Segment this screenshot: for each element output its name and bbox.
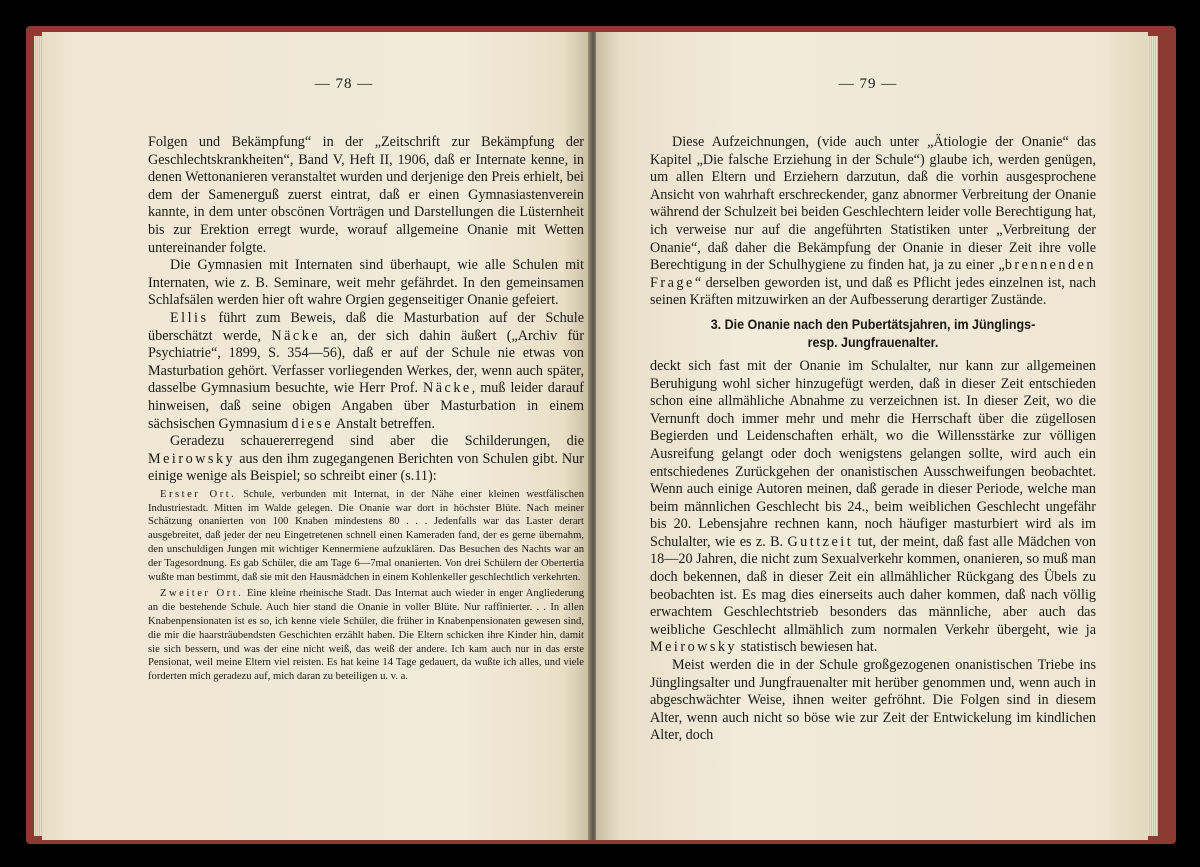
quotation-block xyxy=(148,488,584,684)
emphasis: diese xyxy=(291,415,334,432)
paragraph: Folgen und Bekämpfung“ in der „Zeitschrift zur Bekämpfung der Geschlechtskrankheiten“, Band V, Heft II, 1906, daß er Internate kenne, in denen Wettonanieren veranstaltet wurden und derjenige den Preis erhielt, bei dem der Samenerguß zuerst eintrat, daß er einen Gymnasiastenverein kannte, in dem unter obscönen Vorträgen und Darstellungen die Lüsternheit bis zur Erektion erregt wurde, worauf allgemeine Onanie mit Wetten untereinander folgte. xyxy=(148,134,584,256)
quotation xyxy=(148,587,584,684)
left-page xyxy=(42,32,590,840)
left-page-text xyxy=(148,134,584,684)
text-run: “ derselben geworden ist, und daß es Pflicht jedes einzelnen ist, nach seinen Kräften mitzuwirken an der Aufbesserung derartiger Zustände. xyxy=(650,274,1096,309)
section-heading xyxy=(668,316,1078,352)
right-page xyxy=(596,32,1148,840)
text-run: deckt sich fast mit der Onanie im Schulalter, nur kann zur allgemeinen Beruhigung wohl sicher hinzugefügt werden, daß in dieser Zeit entschieden schon eine allmähliche Abnahme zu verzeichnen ist. In dieser Zeit, wo die Vernunft doch immer mehr und mehr die Herrschaft über die zügellosen Begierden und Leidenschaften erhält, wo die Willensstärke zur völligen Ausreifung gelangt oder doch wenigstens gelangen sollte, wird auch ein entschiedenes Zurückgehen der onanistischen Ausschweifungen beobachtet. Wenn auch einige Autoren meinen, daß gerade in dieser Periode, welche man beim männlichen Geschlecht bis 24., beim weiblichen Geschlecht ungefähr bis 20. Lebensjahre rechnen kann, noch häufiger masturbiert wird als im Schulalter, wie es z. B. xyxy=(650,357,1096,550)
author-name: Guttzeit xyxy=(787,533,854,550)
text-run: Eine kleine rheinische Stadt. Das Internat auch wieder in enger Angliederung an die bestehende Schule. Auch hier stand die Onanie in voller Blüte. Nur raffinierter. . . In allen Knabenpensionaten ist es so, ich kenne viele Schüler, die früher in Knabenpensionaten gewesen sind, die mir die haarsträubendsten Geschichten erzählt haben. Die Eltern schicken ihre Kinder hin, damit sie sich bessern, und was der eine nicht weiß, das weiß der andere. Ich kam auch nur in das erste Pensionat, weil meine Eltern viel reisten. Es hat keine 14 Tage gedauert, da wußte ich alles, und viele forderten mich geradezu auf, mich daran zu beteiligen u. v. a. xyxy=(148,588,584,683)
author-name: Meirowsky xyxy=(650,639,738,656)
page-number-left: — 78 — xyxy=(314,76,374,92)
page-number-right: — 79 — xyxy=(838,76,898,92)
section-heading-line: 3. Die Onanie nach den Pubertätsjahren, im Jünglings- xyxy=(710,316,1036,332)
author-name: Näcke xyxy=(423,380,472,397)
right-page-text xyxy=(650,134,1096,745)
section-heading-line: resp. Jungfrauenalter. xyxy=(807,334,939,350)
author-name: Meirowsky xyxy=(148,450,236,467)
paragraph xyxy=(650,134,1096,310)
quotation-label: Erster Ort. xyxy=(160,488,237,500)
text-run: tut, der meint, daß fast alle Mädchen von 18—20 Jahren, die nicht zum Sexualverkehr kommen, onanieren, so muß man doch bekennen, daß in dieser Zeit ein allmählicher Rückgang des Übels zu beobachten ist. Es mag dies einerseits auch daher kommen, daß nach völlig erwachtem Geschlechtstrieb besonders das männliche, aber auch das weibliche Geschlecht allmählich zum normalen Verkehr übergeht, wie ja xyxy=(650,533,1096,638)
emphasis: brennenden Frage xyxy=(650,257,1096,291)
text-run: statistisch bewiesen hat. xyxy=(737,639,878,656)
text-run: führt zum Beweis, daß die Masturbation auf der Schule überschätzt werde, xyxy=(148,309,584,344)
text-run: aus den ihm zugegangenen Berichten von Schulen gibt. Nur einige wenige als Beispiel; so schreibt einer (s.11): xyxy=(148,450,584,485)
text-run: , muß leider darauf hinweisen, daß seine obigen Angaben über Masturbation in einem sächsischen Gymnasium xyxy=(148,380,584,432)
quotation xyxy=(148,488,584,585)
paragraph xyxy=(650,358,1096,657)
text-run: Schule, verbunden mit Internat, in der Nähe einer kleinen westfälischen Industriestadt. Mitten im Walde gelegen. Die Onanie war dort in höchster Blüte. Nach meiner Schätzung onanierten von 100 Knaben mindestens 80 . . . Jedenfalls war das Laster derart ausgebreitet, daß jeder der neu Eingetretenen schnell einen Kameraden fand, der es gerne übernahm, den unschuldigen Jungen mit wichtiger Kennermiene aufzuklären. Das Besuchen des Nachts war an der Tagesordnung. Es gab Schüler, die am Tage 6—7mal onanierten. Von drei Schülern der Obertertia wußte man bestimmt, daß sie mit den Hausmädchen in einem Kohlenkeller geschlechtlich verkehrten. xyxy=(148,488,584,583)
paragraph xyxy=(148,310,584,433)
text-run: Geradezu schauererregend sind aber die Schilderungen, die xyxy=(170,433,584,450)
paragraph xyxy=(148,433,584,486)
author-name: Näcke xyxy=(271,327,321,344)
quotation-label: Zweiter Ort. xyxy=(160,588,244,600)
text-run: Diese Aufzeichnungen, (vide auch unter „Ätiologie der Onanie“ das Kapitel „Die falsche Erziehung in der Schule“) glaube ich, werden genügen, um allen Eltern und Erziehern darzutun, daß die vorhin ausgesprochene Ansicht von wahrhaft erschreckender, ganz abnormer Verbreitung der Onanie während der Schulzeit bei beiden Geschlechtern leider volle Berechtigung hat, ich verweise nur auf die angeführten Statistiken unter „Verbreitung der Onanie“, daß daher die Bekämpfung der Onanie in dieser Zeit ihre volle Berechtigung in der Schulhygiene zu finden hat, ja zu einer „ xyxy=(650,134,1096,274)
paragraph: Meist werden die in der Schule großgezogenen onanistischen Triebe ins Jünglingsalter und Jungfrauenalter mit herüber genommen und, wenn auch in abgeschwächter Weise, ihnen weiter gefröhnt. Die Folgen sind in diesem Alter, wenn auch nicht so böse wie zur Zeit der Entwickelung im kindlichen Alter, doch xyxy=(650,657,1096,744)
text-run: an, der sich dahin äußert („Archiv für Psychiatrie“, 1899, S. 354—56), daß er auf der Schule nie etwas von Masturbation gehört. Verfasser vorliegenden Werkes, der, wenn auch später, dasselbe Gymnasium besuchte, wie Herr Prof. xyxy=(148,327,584,397)
paragraph: Die Gymnasien mit Internaten sind überhaupt, wie alle Schulen mit Internaten, wie z. B. Seminare, weit mehr gefährdet. In den gemeinsamen Schlafsälen werden hier oft wahre Orgien gegenseitiger Onanie gefeiert. xyxy=(148,257,584,309)
author-name: Ellis xyxy=(170,309,209,326)
text-run: Anstalt betreffen. xyxy=(333,415,435,432)
